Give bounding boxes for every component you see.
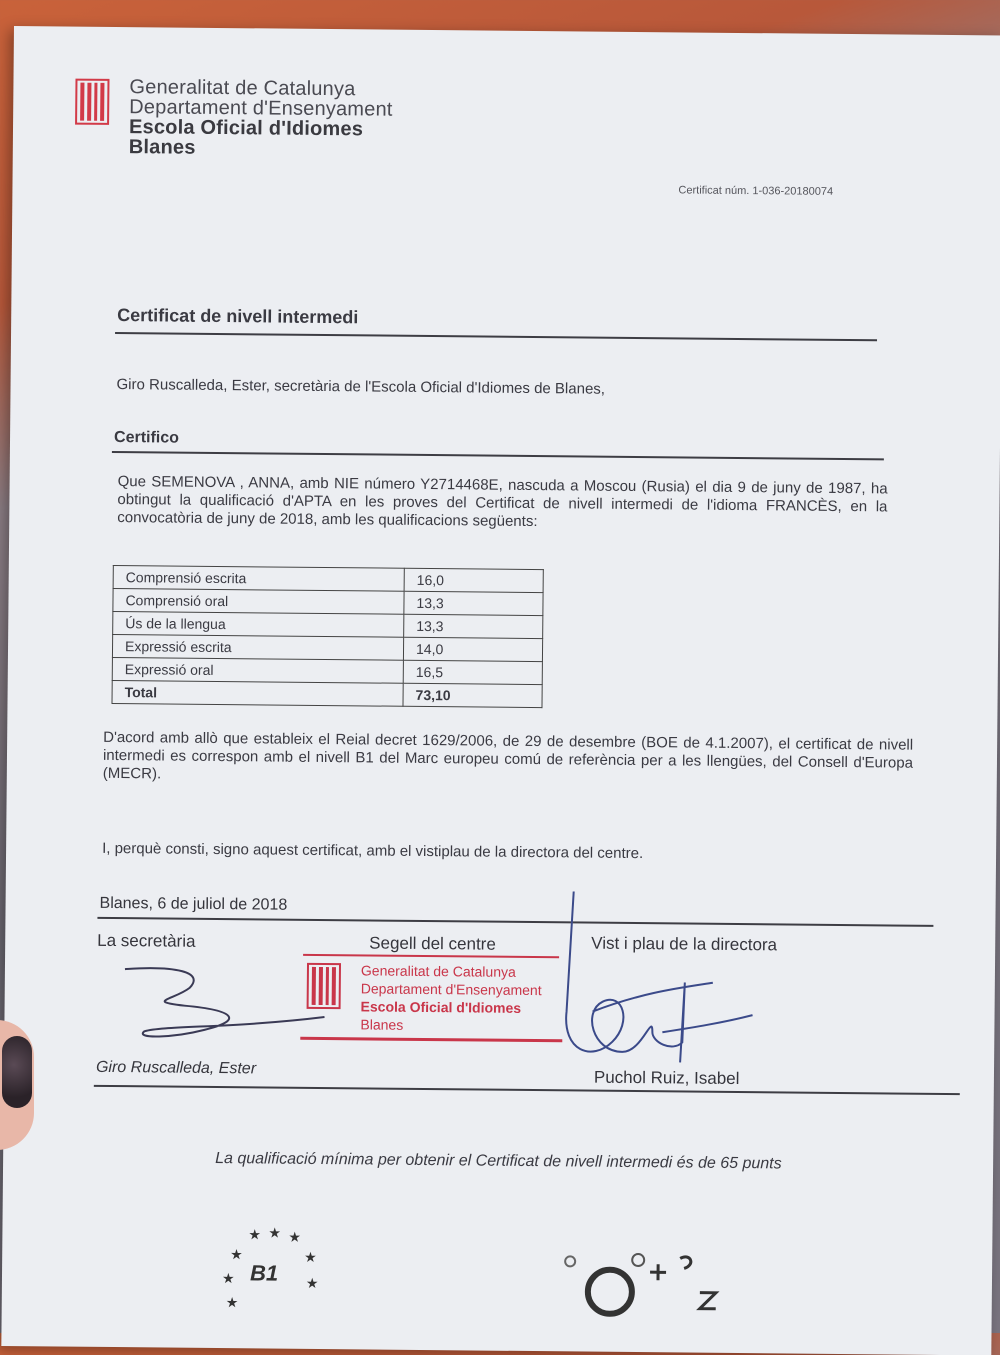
hand-thumb bbox=[0, 1020, 34, 1150]
header-line2: Departament d'Ensenyament bbox=[129, 96, 393, 121]
grade-subject: Expressió oral bbox=[112, 657, 403, 683]
nail-polish bbox=[2, 1036, 32, 1108]
paragraph-main: Que SEMENOVA , ANNA, amb NIE número Y2714468E, nascuda a Moscou (Rusia) el dia 9 de juny de 1987, ha obtingut la qualificació d'APTA en les proves del Certificat de nivell intermedi de l'idioma FRANCÈS, en la convocatòria de juny de 2018, amb les qualificacions següents: bbox=[117, 473, 888, 531]
header-line1: Generalitat de Catalunya bbox=[129, 76, 356, 101]
director-signature-icon bbox=[552, 891, 774, 1083]
school-stamp bbox=[360, 961, 542, 1035]
header-block bbox=[129, 77, 393, 160]
date-rule bbox=[97, 917, 933, 927]
stamp-line1: Generalitat de Catalunya bbox=[360, 962, 516, 980]
generalitat-logo-icon bbox=[75, 79, 109, 125]
stamp-bottom-rule bbox=[300, 1037, 562, 1044]
certifico-rule bbox=[112, 451, 884, 460]
grades-table bbox=[111, 565, 543, 708]
certificate-number: Certificat núm. 1-036-20180074 bbox=[678, 184, 834, 198]
signature-rule bbox=[94, 1085, 960, 1095]
director-label: Vist i plau de la directora bbox=[591, 933, 778, 955]
director-name: Puchol Ruiz, Isabel bbox=[593, 1067, 740, 1089]
b1-label: B1 bbox=[249, 1260, 279, 1286]
total-label: Total bbox=[112, 680, 403, 706]
total-score: 73,10 bbox=[403, 683, 542, 707]
certificate-paper bbox=[1, 26, 1000, 1355]
grade-score: 16,5 bbox=[403, 660, 542, 684]
paragraph-closing: I, perquè consti, signo aquest certificat, amb el vistiplau de la directora del centre. bbox=[102, 839, 644, 863]
stamp-line4: Blanes bbox=[360, 1016, 404, 1033]
stamp-line2: Departament d'Ensenyament bbox=[360, 980, 542, 999]
grade-subject: Comprensió oral bbox=[113, 588, 404, 614]
seal-label: Segell del centre bbox=[369, 933, 496, 954]
paragraph-equivalence: D'acord amb allò que estableix el Reial decret 1629/2006, de 29 de desembre (BOE de 4.1.2007), el certificat de nivell intermedi es correspon amb el nivell B1 del Marc europeu comú de referència per a les llengües, del Consell d'Europa (MECR). bbox=[102, 728, 914, 783]
footer-note: La qualificació mínima per obtenir el Certificat de nivell intermedi és de 65 punts bbox=[215, 1149, 782, 1173]
secretary-line: Giro Ruscalleda, Ester, secretària de l'Escola Oficial d'Idiomes de Blanes, bbox=[116, 376, 606, 398]
grade-subject: Comprensió escrita bbox=[113, 565, 404, 591]
header-line4: Blanes bbox=[128, 136, 196, 159]
title-rule bbox=[115, 332, 877, 341]
certifico-heading: Certifico bbox=[113, 428, 180, 447]
total-row bbox=[112, 680, 542, 707]
grade-score: 16,0 bbox=[404, 568, 543, 592]
grade-score: 13,3 bbox=[404, 614, 543, 638]
decorative-letters-icon bbox=[549, 1231, 730, 1333]
stamp-line3: Escola Oficial d'Idiomes bbox=[360, 998, 522, 1016]
secretary-name: Giro Ruscalleda, Ester bbox=[95, 1058, 257, 1078]
secretary-label: La secretària bbox=[97, 930, 196, 951]
b1-level-badge: ★ ★ ★ ★ ★ ★ ★ ★ B1 bbox=[221, 1224, 319, 1311]
stamp-top-rule bbox=[303, 954, 559, 959]
place-date: Blanes, 6 de juliol de 2018 bbox=[99, 894, 288, 914]
grade-subject: Expressió escrita bbox=[112, 634, 403, 660]
grade-score: 14,0 bbox=[403, 637, 542, 661]
page-title: Certificat de nivell intermedi bbox=[117, 305, 359, 328]
secretary-signature-icon bbox=[114, 957, 335, 1049]
header-line3: Escola Oficial d'Idiomes bbox=[128, 116, 364, 141]
grade-subject: Ús de la llengua bbox=[113, 611, 404, 637]
grade-score: 13,3 bbox=[404, 591, 543, 615]
